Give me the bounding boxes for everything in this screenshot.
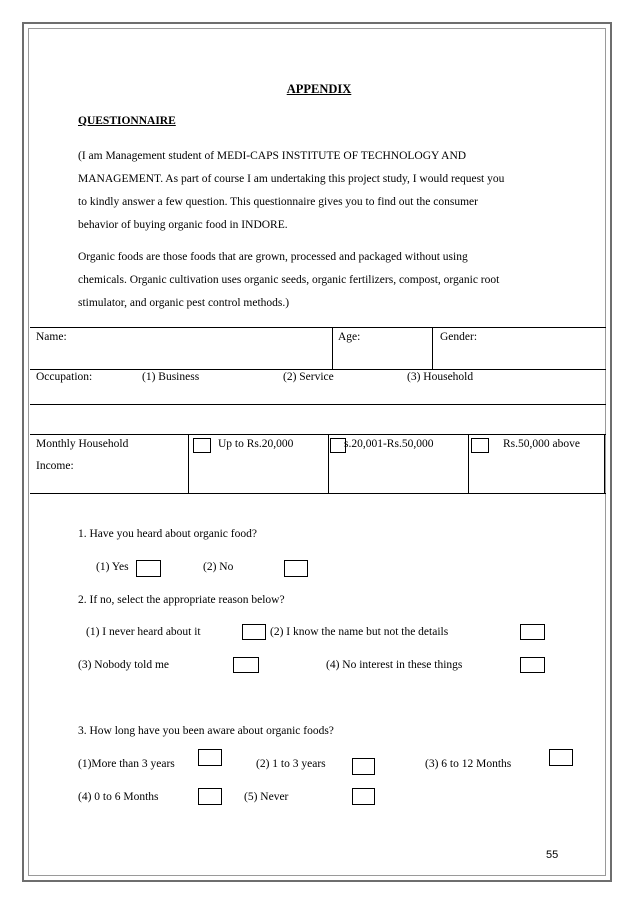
- table-rule: [30, 369, 606, 370]
- q2-option-1-label: (1) I never heard about it: [86, 626, 201, 638]
- occupation-option-household: (3) Household: [407, 371, 474, 383]
- q3-option-2-label: (2) 1 to 3 years: [256, 758, 326, 770]
- q2-option-2-checkbox[interactable]: [520, 624, 545, 640]
- occupation-option-service: (2) Service: [283, 371, 334, 383]
- table-divider: [432, 327, 433, 369]
- q1-yes-label: (1) Yes: [96, 561, 129, 573]
- income-label: Income:: [36, 460, 74, 472]
- q3-option-4-label: (4) 0 to 6 Months: [78, 791, 159, 803]
- q3-option-2-checkbox[interactable]: [352, 758, 375, 775]
- q3-option-5-checkbox[interactable]: [352, 788, 375, 805]
- q2-option-4-label: (4) No interest in these things: [326, 659, 463, 671]
- income-option-20001-50000: s.20,001-Rs.50,000: [344, 438, 434, 450]
- q3-option-3-checkbox[interactable]: [549, 749, 573, 766]
- gender-label: Gender:: [440, 331, 478, 343]
- question-1: 1. Have you heard about organic food?: [78, 528, 257, 540]
- question-3: 3. How long have you been aware about organic foods?: [78, 725, 334, 737]
- table-rule: [30, 493, 606, 494]
- income-option-upto-20000: Up to Rs.20,000: [218, 438, 294, 450]
- table-rule: [30, 434, 606, 435]
- q1-yes-checkbox[interactable]: [136, 560, 161, 577]
- occupation-option-business: (1) Business: [142, 371, 200, 383]
- income-label: Monthly Household: [36, 438, 129, 450]
- definition-line: Organic foods are those foods that are grown, processed and packaged without using: [78, 251, 468, 263]
- income-checkbox-upto-20000[interactable]: [193, 438, 211, 453]
- intro-line: (I am Management student of MEDI-CAPS INSTITUTE OF TECHNOLOGY AND: [78, 150, 467, 162]
- table-rule: [30, 404, 606, 405]
- q3-option-1-checkbox[interactable]: [198, 749, 222, 766]
- q2-option-4-checkbox[interactable]: [520, 657, 545, 673]
- q3-option-5-label: (5) Never: [244, 791, 289, 803]
- q3-option-3-label: (3) 6 to 12 Months: [425, 758, 512, 770]
- definition-line: chemicals. Organic cultivation uses organic seeds, organic fertilizers, compost, organic root: [78, 274, 500, 286]
- q3-option-1-label: (1)More than 3 years: [78, 758, 175, 770]
- table-divider: [604, 434, 605, 493]
- intro-line: to kindly answer a few question. This questionnaire gives you to find out the consumer: [78, 196, 478, 208]
- q2-option-3-checkbox[interactable]: [233, 657, 259, 673]
- intro-paragraph: [78, 145, 504, 237]
- q2-option-3-label: (3) Nobody told me: [78, 659, 170, 671]
- name-label: Name:: [36, 331, 67, 343]
- age-label: Age:: [338, 331, 361, 343]
- occupation-label: Occupation:: [36, 371, 93, 383]
- table-divider: [332, 327, 333, 369]
- income-option-above-50000: Rs.50,000 above: [503, 438, 580, 450]
- intro-line: behavior of buying organic food in INDORE.: [78, 219, 288, 231]
- page-number: 55: [546, 849, 559, 861]
- table-divider: [328, 434, 329, 493]
- q2-option-2-label: (2) I know the name but not the details: [270, 626, 449, 638]
- definition-line: stimulator, and organic pest control methods.): [78, 297, 290, 309]
- table-divider: [468, 434, 469, 493]
- q3-option-4-checkbox[interactable]: [198, 788, 222, 805]
- intro-line: MANAGEMENT. As part of course I am undertaking this project study, I would request you: [78, 173, 505, 185]
- question-2: 2. If no, select the appropriate reason below?: [78, 594, 285, 606]
- page-title: APPENDIX: [286, 82, 352, 96]
- q1-no-label: (2) No: [203, 561, 234, 573]
- income-checkbox-above-50000[interactable]: [471, 438, 489, 453]
- section-subtitle: QUESTIONNAIRE: [78, 115, 176, 127]
- table-rule: [30, 327, 606, 328]
- table-divider: [188, 434, 189, 493]
- q1-no-checkbox[interactable]: [284, 560, 308, 577]
- q2-option-1-checkbox[interactable]: [242, 624, 266, 640]
- definition-paragraph: [78, 246, 499, 315]
